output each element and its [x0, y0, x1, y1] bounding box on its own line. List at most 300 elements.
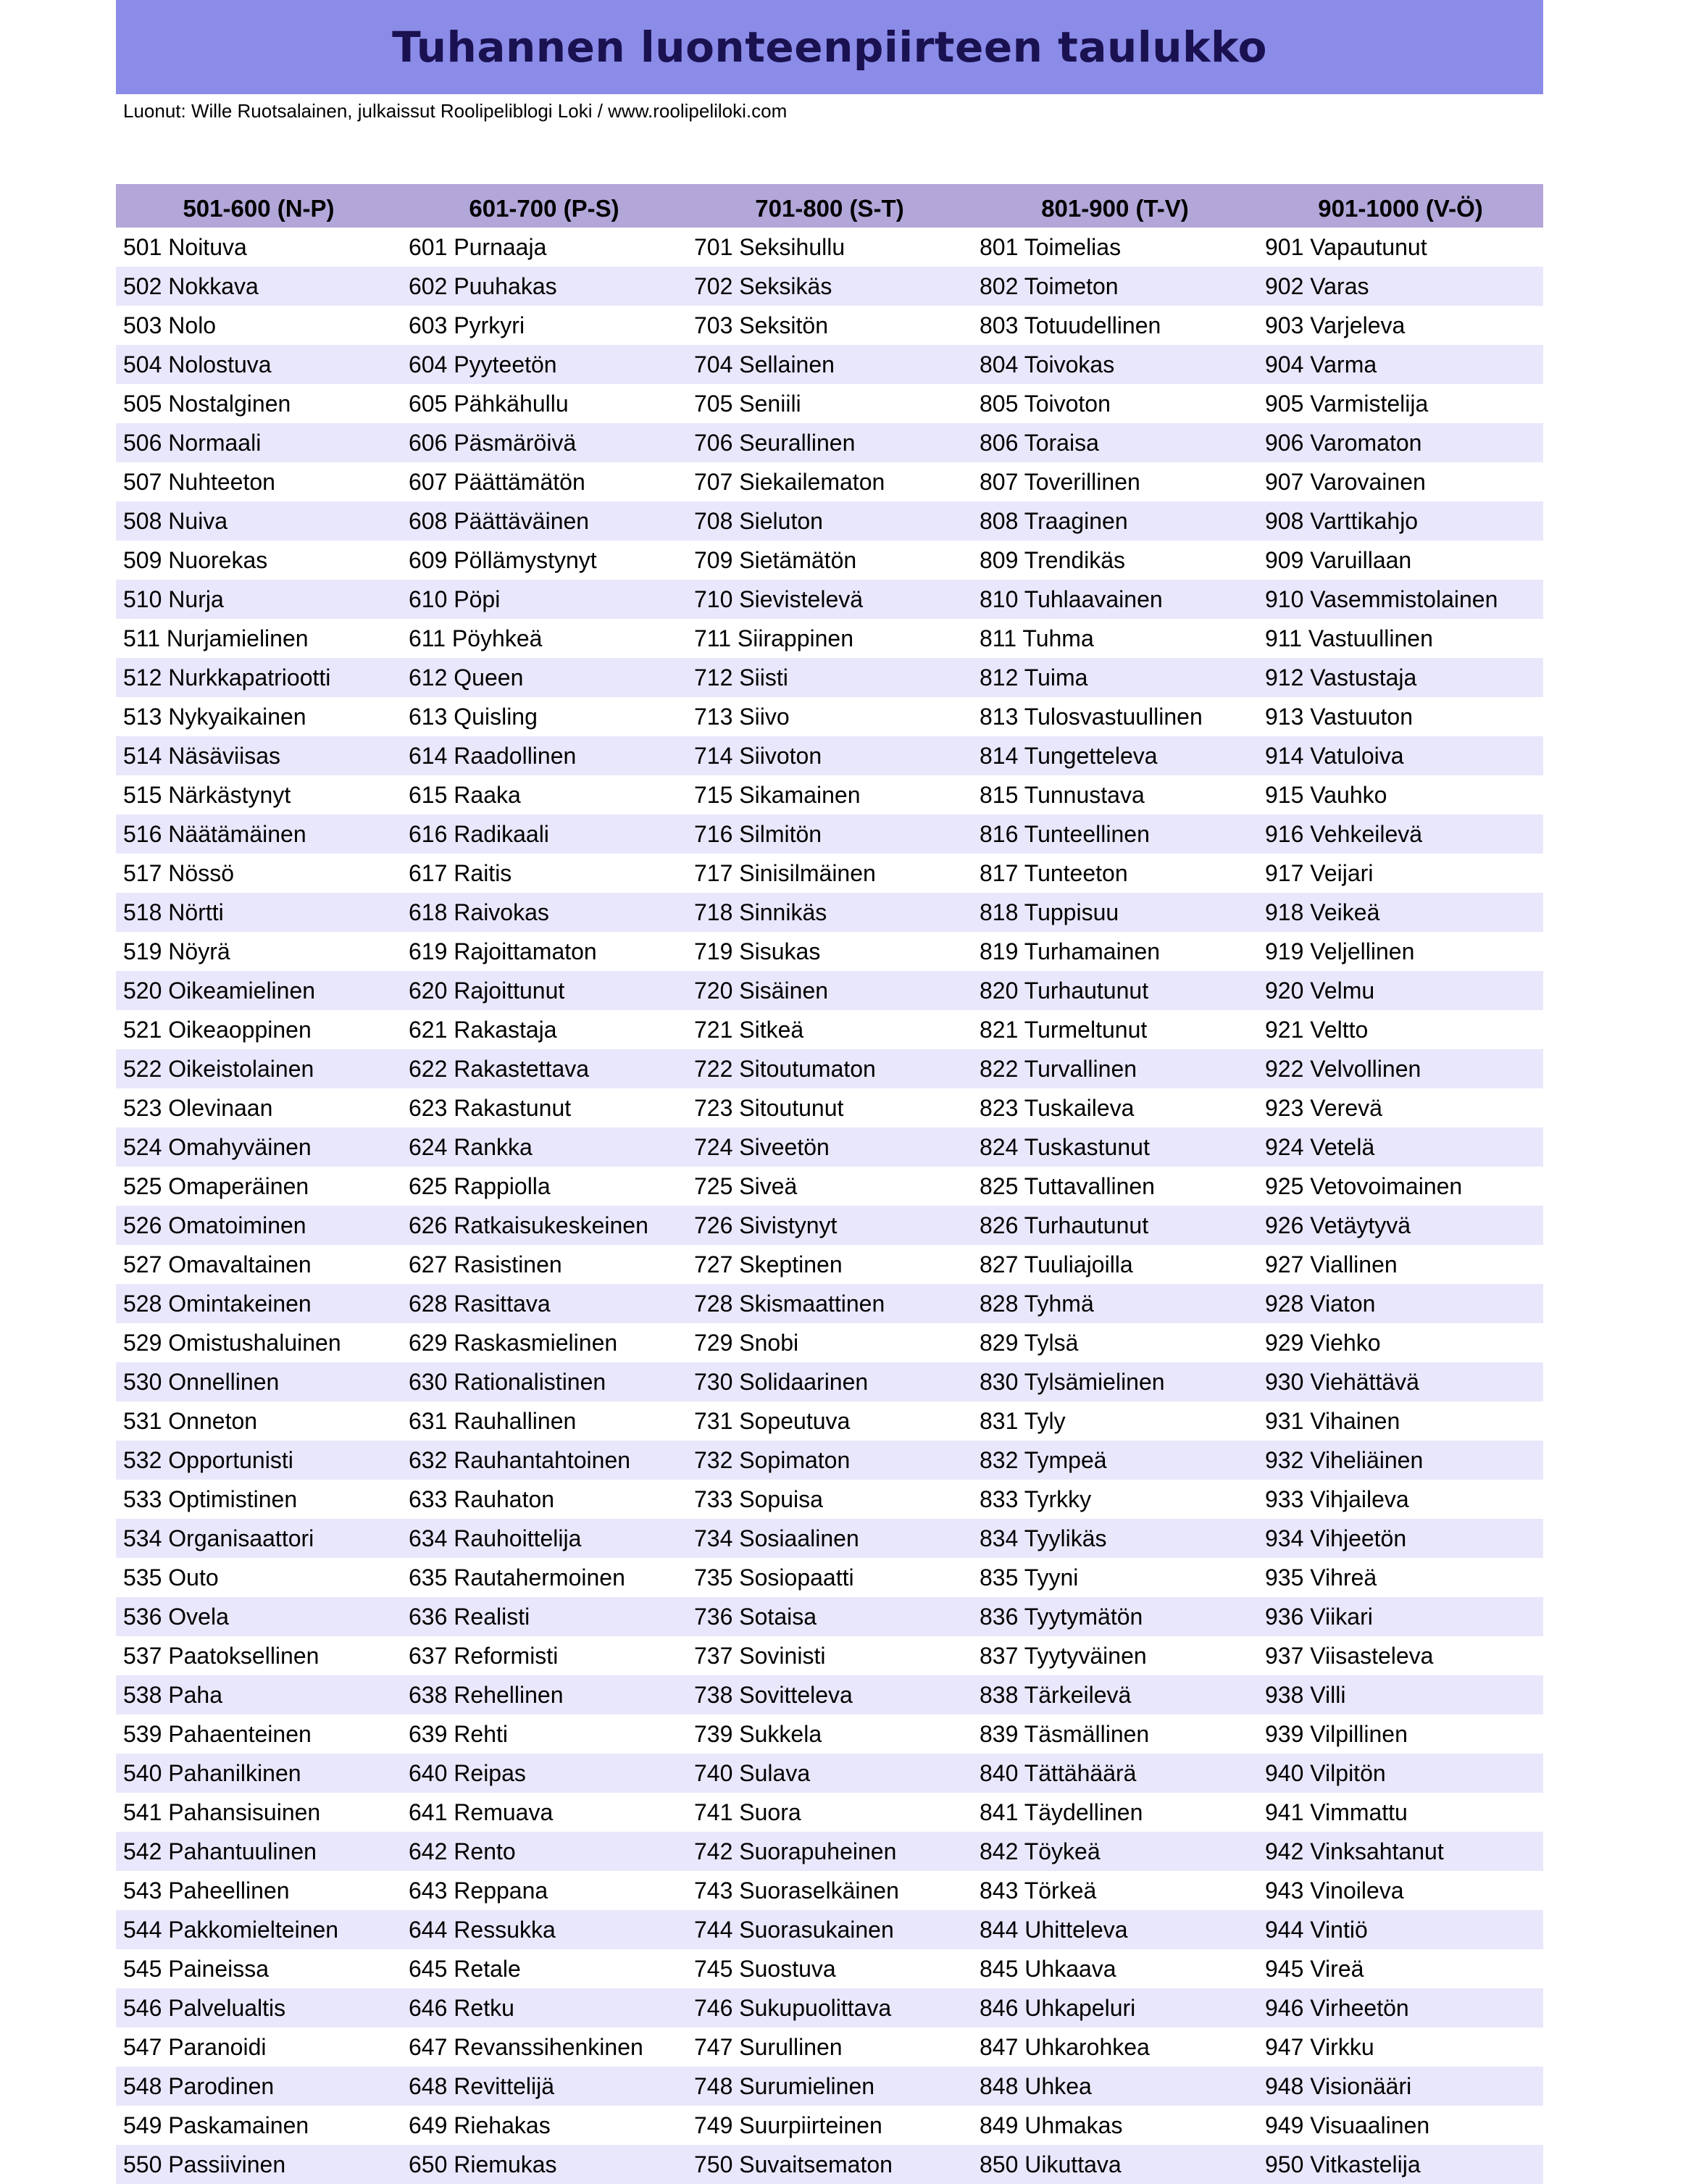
table-cell: 606 Päsmäröivä — [401, 423, 687, 462]
table-cell: 921 Veltto — [1265, 1016, 1369, 1043]
table-cell: 628 Rasittava — [401, 1284, 687, 1323]
table-row — [116, 814, 1543, 854]
table-cell: 648 Revittelijä — [401, 2067, 687, 2106]
table-cell: 729 Snobi — [694, 1329, 799, 1356]
table-cell: 714 Siivoton — [687, 736, 972, 775]
table-cell: 733 Sopuisa — [694, 1485, 823, 1512]
table-cell: 612 Queen — [401, 658, 687, 697]
table-cell: 803 Totuudellinen — [980, 312, 1161, 338]
table-cell: 742 Suorapuheinen — [687, 1832, 972, 1871]
table-row — [116, 775, 1543, 814]
table-cell: 608 Päättäväinen — [401, 501, 687, 541]
table-cell: 633 Rauhaton — [409, 1485, 555, 1512]
table-cell: 912 Vastustaja — [1258, 658, 1543, 697]
table-cell: 718 Sinnikäs — [687, 893, 972, 932]
table-cell: 734 Sosiaalinen — [687, 1519, 972, 1558]
table-row — [116, 2027, 1543, 2067]
table-cell: 931 Vihainen — [1265, 1407, 1400, 1434]
table-cell: 936 Viikari — [1258, 1597, 1543, 1636]
table-cell: 945 Vireä — [1265, 1955, 1364, 1982]
table-cell: 650 Riemukas — [401, 2145, 687, 2184]
table-cell: 832 Tympeä — [972, 1441, 1258, 1480]
table-cell: 732 Sopimaton — [687, 1441, 972, 1480]
table-cell: 630 Rationalistinen — [401, 1362, 687, 1401]
table-cell: 549 Paskamainen — [123, 2112, 309, 2138]
table-cell: 506 Normaali — [116, 423, 401, 462]
table-cell: 811 Tuhma — [980, 625, 1094, 651]
table-cell: 933 Vihjaileva — [1265, 1485, 1409, 1512]
table-cell: 511 Nurjamielinen — [123, 625, 309, 651]
table-cell: 743 Suoraselkäinen — [694, 1877, 899, 1904]
header-row — [116, 184, 1543, 228]
table-row — [116, 501, 1543, 541]
table-row — [116, 267, 1543, 306]
table-cell: 711 Siirappinen — [694, 625, 854, 651]
table-cell: 909 Varuillaan — [1265, 546, 1412, 573]
table-cell: 922 Velvollinen — [1258, 1049, 1543, 1088]
table-cell: 944 Vintiö — [1258, 1910, 1543, 1949]
table-cell: 625 Rappiolla — [409, 1172, 551, 1199]
table-cell: 845 Uhkaava — [980, 1955, 1116, 1982]
table-row — [116, 423, 1543, 462]
table-cell: 910 Vasemmistolainen — [1258, 580, 1543, 619]
table-cell: 809 Trendikäs — [980, 546, 1126, 573]
table-cell: 927 Viallinen — [1265, 1251, 1398, 1278]
table-cell: 946 Virheetön — [1258, 1988, 1543, 2027]
table-cell: 530 Onnellinen — [116, 1362, 401, 1401]
table-cell: 940 Vilpitön — [1258, 1754, 1543, 1793]
table-cell: 747 Surullinen — [694, 2033, 843, 2060]
table-row — [116, 1245, 1543, 1284]
table-row — [116, 971, 1543, 1010]
table-cell: 917 Veijari — [1265, 859, 1374, 886]
table-cell: 850 Uikuttava — [972, 2145, 1258, 2184]
table-cell: 738 Sovitteleva — [687, 1675, 972, 1714]
table-cell: 545 Paineissa — [123, 1955, 270, 1982]
table-cell: 635 Rautahermoinen — [409, 1564, 625, 1591]
table-cell: 839 Täsmällinen — [980, 1720, 1150, 1747]
table-cell: 840 Tättähäärä — [972, 1754, 1258, 1793]
table-cell: 824 Tuskastunut — [972, 1128, 1258, 1167]
table-cell: 748 Surumielinen — [687, 2067, 972, 2106]
table-cell: 540 Pahanilkinen — [116, 1754, 401, 1793]
table-row — [116, 1480, 1543, 1519]
table-cell: 548 Parodinen — [116, 2067, 401, 2106]
table-cell: 617 Raitis — [409, 859, 512, 886]
table-row — [116, 462, 1543, 501]
table-cell: 726 Sivistynyt — [687, 1206, 972, 1245]
table-row — [116, 1636, 1543, 1675]
table-cell: 848 Uhkea — [972, 2067, 1258, 2106]
table-cell: 632 Rauhantahtoinen — [401, 1441, 687, 1480]
table-row — [116, 1714, 1543, 1754]
table-cell: 603 Pyrkyri — [409, 312, 525, 338]
table-cell: 812 Tuima — [972, 658, 1258, 697]
table-cell: 524 Omahyväinen — [116, 1128, 401, 1167]
table-cell: 831 Tyly — [980, 1407, 1066, 1434]
table-cell: 833 Tyrkky — [980, 1485, 1092, 1512]
table-cell: 939 Vilpillinen — [1265, 1720, 1408, 1747]
table-row — [116, 619, 1543, 658]
table-cell: 518 Nörtti — [116, 893, 401, 932]
table-cell: 901 Vapautunut — [1265, 233, 1427, 260]
table-cell: 741 Suora — [694, 1799, 801, 1825]
table-row — [116, 736, 1543, 775]
table-cell: 932 Viheliäinen — [1258, 1441, 1543, 1480]
table-cell: 934 Vihjeetön — [1258, 1519, 1543, 1558]
table-row — [116, 1441, 1543, 1480]
table-cell: 504 Nolostuva — [116, 345, 401, 384]
table-row — [116, 580, 1543, 619]
table-cell: 535 Outo — [123, 1564, 219, 1591]
table-cell: 642 Rento — [401, 1832, 687, 1871]
table-cell: 925 Vetovoimainen — [1265, 1172, 1463, 1199]
table-cell: 816 Tunteellinen — [972, 814, 1258, 854]
table-cell: 542 Pahantuulinen — [116, 1832, 401, 1871]
table-cell: 611 Pöyhkeä — [409, 625, 543, 651]
table-cell: 841 Täydellinen — [980, 1799, 1143, 1825]
table-cell: 636 Realisti — [401, 1597, 687, 1636]
table-row — [116, 1401, 1543, 1441]
table-row — [116, 1088, 1543, 1128]
table-cell: 740 Sulava — [687, 1754, 972, 1793]
table-cell: 623 Rakastunut — [409, 1094, 572, 1121]
table-cell: 640 Reipas — [401, 1754, 687, 1793]
table-cell: 935 Vihreä — [1265, 1564, 1377, 1591]
table-row — [116, 1049, 1543, 1088]
table-cell: 913 Vastuuton — [1265, 703, 1414, 730]
table-cell: 727 Skeptinen — [694, 1251, 843, 1278]
table-cell: 815 Tunnustava — [980, 781, 1145, 808]
table-cell: 834 Tyylikäs — [972, 1519, 1258, 1558]
table-cell: 906 Varomaton — [1258, 423, 1543, 462]
table-cell: 817 Tunteeton — [980, 859, 1128, 886]
table-cell: 501 Noituva — [123, 233, 247, 260]
table-cell: 802 Toimeton — [972, 267, 1258, 306]
table-cell: 830 Tylsämielinen — [972, 1362, 1258, 1401]
table-cell: 813 Tulosvastuullinen — [980, 703, 1203, 730]
table-cell: 619 Rajoittamaton — [409, 938, 597, 964]
table-cell: 520 Oikeamielinen — [116, 971, 401, 1010]
table-cell: 616 Radikaali — [401, 814, 687, 854]
table-cell: 532 Opportunisti — [116, 1441, 401, 1480]
table-cell: 602 Puuhakas — [401, 267, 687, 306]
table-cell: 634 Rauhoittelija — [401, 1519, 687, 1558]
table-row — [116, 1010, 1543, 1049]
table-cell: 503 Nolo — [123, 312, 217, 338]
credit-line: Luonut: Wille Ruotsalainen, julkaissut Roolipeliblogi Loki / www.roolipeliloki.com — [123, 100, 788, 122]
table-cell: 837 Tyytyväinen — [980, 1642, 1147, 1669]
table-row — [116, 1323, 1543, 1362]
table-row — [116, 541, 1543, 580]
table-cell: 631 Rauhallinen — [409, 1407, 577, 1434]
table-cell: 929 Viehko — [1265, 1329, 1381, 1356]
table-cell: 843 Törkeä — [980, 1877, 1097, 1904]
table-cell: 502 Nokkava — [116, 267, 401, 306]
table-row — [116, 306, 1543, 345]
table-cell: 626 Ratkaisukeskeinen — [401, 1206, 687, 1245]
table-cell: 539 Pahaenteinen — [123, 1720, 312, 1747]
table-cell: 744 Suorasukainen — [687, 1910, 972, 1949]
table-row — [116, 1167, 1543, 1206]
table-cell: 838 Tärkeilevä — [972, 1675, 1258, 1714]
table-cell: 615 Raaka — [409, 781, 521, 808]
table-cell: 807 Toverillinen — [980, 468, 1140, 495]
table-row — [116, 1988, 1543, 2027]
table-cell: 618 Raivokas — [401, 893, 687, 932]
table-cell: 902 Varas — [1258, 267, 1543, 306]
column-header: 501-600 (N-P) — [116, 184, 401, 228]
table-cell: 924 Vetelä — [1258, 1128, 1543, 1167]
table-cell: 713 Siivo — [694, 703, 790, 730]
table-cell: 521 Oikeaoppinen — [123, 1016, 312, 1043]
table-cell: 847 Uhkarohkea — [980, 2033, 1150, 2060]
table-row — [116, 2145, 1543, 2184]
table-cell: 717 Sinisilmäinen — [694, 859, 876, 886]
table-cell: 943 Vinoileva — [1265, 1877, 1404, 1904]
table-cell: 544 Pakkomielteinen — [116, 1910, 401, 1949]
table-row — [116, 384, 1543, 423]
table-cell: 638 Rehellinen — [401, 1675, 687, 1714]
table-cell: 517 Nössö — [123, 859, 234, 886]
table-cell: 818 Tuppisuu — [972, 893, 1258, 932]
table-row — [116, 1793, 1543, 1832]
table-cell: 620 Rajoittunut — [401, 971, 687, 1010]
table-cell: 836 Tyytymätön — [972, 1597, 1258, 1636]
table-cell: 614 Raadollinen — [401, 736, 687, 775]
table-cell: 522 Oikeistolainen — [116, 1049, 401, 1088]
table-cell: 722 Sitoutumaton — [687, 1049, 972, 1088]
table-cell: 646 Retku — [401, 1988, 687, 2027]
table-cell: 810 Tuhlaavainen — [972, 580, 1258, 619]
traits-table — [116, 184, 1543, 2184]
table-cell: 704 Sellainen — [687, 345, 972, 384]
table-cell: 720 Sisäinen — [687, 971, 972, 1010]
table-row — [116, 1871, 1543, 1910]
table-cell: 703 Seksitön — [694, 312, 829, 338]
table-cell: 624 Rankka — [401, 1128, 687, 1167]
table-cell: 610 Pöpi — [401, 580, 687, 619]
table-cell: 641 Remuava — [409, 1799, 554, 1825]
table-cell: 804 Toivokas — [972, 345, 1258, 384]
table-cell: 529 Omistushaluinen — [123, 1329, 341, 1356]
table-row — [116, 1206, 1543, 1245]
table-row — [116, 893, 1543, 932]
title-banner — [116, 0, 1543, 94]
table-cell: 745 Suostuva — [694, 1955, 836, 1982]
table-cell: 926 Vetäytyvä — [1258, 1206, 1543, 1245]
table-cell: 508 Nuiva — [116, 501, 401, 541]
table-cell: 709 Sietämätön — [694, 546, 857, 573]
table-cell: 519 Nöyrä — [123, 938, 230, 964]
table-cell: 527 Omavaltainen — [123, 1251, 312, 1278]
table-cell: 746 Sukupuolittava — [687, 1988, 972, 2027]
table-row — [116, 1754, 1543, 1793]
table-cell: 716 Silmitön — [687, 814, 972, 854]
table-cell: 730 Solidaarinen — [687, 1362, 972, 1401]
table-body — [116, 228, 1543, 2184]
table-header — [116, 184, 1543, 228]
table-cell: 533 Optimistinen — [123, 1485, 298, 1512]
table-cell: 827 Tuuliajoilla — [980, 1251, 1133, 1278]
table-cell: 719 Sisukas — [694, 938, 821, 964]
table-cell: 629 Raskasmielinen — [409, 1329, 618, 1356]
table-row — [116, 1519, 1543, 1558]
table-cell: 706 Seurallinen — [687, 423, 972, 462]
table-row — [116, 1675, 1543, 1714]
table-cell: 644 Ressukka — [401, 1910, 687, 1949]
table-cell: 523 Olevinaan — [123, 1094, 273, 1121]
table-cell: 507 Nuhteeton — [123, 468, 275, 495]
table-cell: 515 Närkästynyt — [123, 781, 291, 808]
table-cell: 702 Seksikäs — [687, 267, 972, 306]
column-header: 801-900 (T-V) — [972, 184, 1258, 228]
table-cell: 613 Quisling — [409, 703, 538, 730]
table-cell: 513 Nykyaikainen — [123, 703, 306, 730]
table-cell: 942 Vinksahtanut — [1258, 1832, 1543, 1871]
table-row — [116, 2067, 1543, 2106]
table-row — [116, 658, 1543, 697]
table-cell: 637 Reformisti — [409, 1642, 559, 1669]
table-cell: 916 Vehkeilevä — [1258, 814, 1543, 854]
table-cell: 920 Velmu — [1258, 971, 1543, 1010]
table-row — [116, 932, 1543, 971]
table-cell: 509 Nuorekas — [123, 546, 268, 573]
table-row — [116, 345, 1543, 384]
table-row — [116, 1284, 1543, 1323]
table-cell: 605 Pähkähullu — [409, 390, 569, 417]
table-cell: 947 Virkku — [1265, 2033, 1374, 2060]
table-cell: 643 Reppana — [409, 1877, 548, 1904]
table-cell: 846 Uhkapeluri — [972, 1988, 1258, 2027]
table-cell: 808 Traaginen — [972, 501, 1258, 541]
table-cell: 819 Turhamainen — [980, 938, 1161, 964]
table-cell: 907 Varovainen — [1265, 468, 1426, 495]
table-cell: 705 Seniili — [694, 390, 801, 417]
table-cell: 915 Vauhko — [1265, 781, 1387, 808]
table-row — [116, 1910, 1543, 1949]
table-cell: 547 Paranoidi — [123, 2033, 267, 2060]
table-row — [116, 1558, 1543, 1597]
table-row — [116, 1832, 1543, 1871]
table-cell: 505 Nostalginen — [123, 390, 291, 417]
table-cell: 844 Uhitteleva — [972, 1910, 1258, 1949]
table-cell: 543 Paheellinen — [123, 1877, 290, 1904]
table-cell: 928 Viaton — [1258, 1284, 1543, 1323]
table-cell: 723 Sitoutunut — [694, 1094, 844, 1121]
table-cell: 627 Rasistinen — [409, 1251, 562, 1278]
table-cell: 536 Ovela — [116, 1597, 401, 1636]
table-cell: 735 Sosiopaatti — [694, 1564, 854, 1591]
table-cell: 919 Veljellinen — [1265, 938, 1415, 964]
table-cell: 918 Veikeä — [1258, 893, 1543, 932]
table-cell: 750 Suvaitsematon — [687, 2145, 972, 2184]
table-cell: 525 Omaperäinen — [123, 1172, 309, 1199]
table-cell: 822 Turvallinen — [972, 1049, 1258, 1088]
table-cell: 739 Sukkela — [694, 1720, 822, 1747]
table-cell: 923 Verevä — [1265, 1094, 1382, 1121]
table-cell: 526 Omatoiminen — [116, 1206, 401, 1245]
table-cell: 821 Turmeltunut — [980, 1016, 1148, 1043]
table-cell: 701 Seksihullu — [694, 233, 846, 260]
table-cell: 829 Tylsä — [980, 1329, 1079, 1356]
table-cell: 820 Turhautunut — [972, 971, 1258, 1010]
table-cell: 712 Siisti — [687, 658, 972, 697]
table-cell: 707 Siekailematon — [694, 468, 885, 495]
table-cell: 905 Varmistelija — [1265, 390, 1429, 417]
table-cell: 731 Sopeutuva — [694, 1407, 851, 1434]
column-header: 601-700 (P-S) — [401, 184, 687, 228]
table-cell: 903 Varjeleva — [1265, 312, 1406, 338]
table-cell: 823 Tuskaileva — [980, 1094, 1135, 1121]
table-cell: 908 Varttikahjo — [1258, 501, 1543, 541]
table-row — [116, 1597, 1543, 1636]
table-cell: 725 Siveä — [694, 1172, 798, 1199]
table-cell: 708 Sieluton — [687, 501, 972, 541]
table-cell: 721 Sitkeä — [694, 1016, 804, 1043]
table-cell: 805 Toivoton — [980, 390, 1111, 417]
table-cell: 534 Organisaattori — [116, 1519, 401, 1558]
table-cell: 737 Sovinisti — [694, 1642, 826, 1669]
table-cell: 904 Varma — [1258, 345, 1543, 384]
table-cell: 546 Palvelualtis — [116, 1988, 401, 2027]
table-row — [116, 228, 1543, 267]
table-cell: 710 Sievistelevä — [687, 580, 972, 619]
page-title: Tuhannen luonteenpiirteen taulukko — [392, 22, 1267, 72]
table-cell: 949 Visuaalinen — [1265, 2112, 1430, 2138]
table-cell: 514 Näsäviisas — [116, 736, 401, 775]
table-cell: 609 Pöllämystynyt — [409, 546, 597, 573]
table-row — [116, 1362, 1543, 1401]
column-header: 901-1000 (V-Ö) — [1258, 184, 1543, 228]
table-row — [116, 1128, 1543, 1167]
table-cell: 604 Pyyteetön — [401, 345, 687, 384]
table-cell: 937 Viisasteleva — [1265, 1642, 1434, 1669]
table-cell: 849 Uhmakas — [980, 2112, 1123, 2138]
table-cell: 639 Rehti — [409, 1720, 508, 1747]
table-row — [116, 854, 1543, 893]
table-cell: 826 Turhautunut — [972, 1206, 1258, 1245]
table-cell: 950 Vitkastelija — [1258, 2145, 1543, 2184]
table-cell: 914 Vatuloiva — [1258, 736, 1543, 775]
column-header: 701-800 (S-T) — [687, 184, 972, 228]
table-cell: 528 Omintakeinen — [116, 1284, 401, 1323]
table-cell: 814 Tungetteleva — [972, 736, 1258, 775]
table-cell: 601 Purnaaja — [409, 233, 547, 260]
table-cell: 510 Nurja — [116, 580, 401, 619]
table-cell: 911 Vastuullinen — [1265, 625, 1433, 651]
table-cell: 806 Toraisa — [972, 423, 1258, 462]
table-cell: 842 Töykeä — [972, 1832, 1258, 1871]
table-cell: 647 Revanssihenkinen — [409, 2033, 643, 2060]
table-row — [116, 2106, 1543, 2145]
table-cell: 621 Rakastaja — [409, 1016, 557, 1043]
table-cell: 538 Paha — [116, 1675, 401, 1714]
table-cell: 516 Näätämäinen — [116, 814, 401, 854]
table-cell: 736 Sotaisa — [687, 1597, 972, 1636]
table-cell: 607 Päättämätön — [409, 468, 585, 495]
table-cell: 550 Passiivinen — [116, 2145, 401, 2184]
table-row — [116, 697, 1543, 736]
table-cell: 622 Rakastettava — [401, 1049, 687, 1088]
table-cell: 938 Villi — [1258, 1675, 1543, 1714]
table-cell: 537 Paatoksellinen — [123, 1642, 320, 1669]
table-cell: 728 Skismaattinen — [687, 1284, 972, 1323]
table-cell: 715 Sikamainen — [694, 781, 861, 808]
table-cell: 649 Riehakas — [409, 2112, 551, 2138]
table-cell: 531 Onneton — [123, 1407, 258, 1434]
table-cell: 825 Tuttavallinen — [980, 1172, 1155, 1199]
